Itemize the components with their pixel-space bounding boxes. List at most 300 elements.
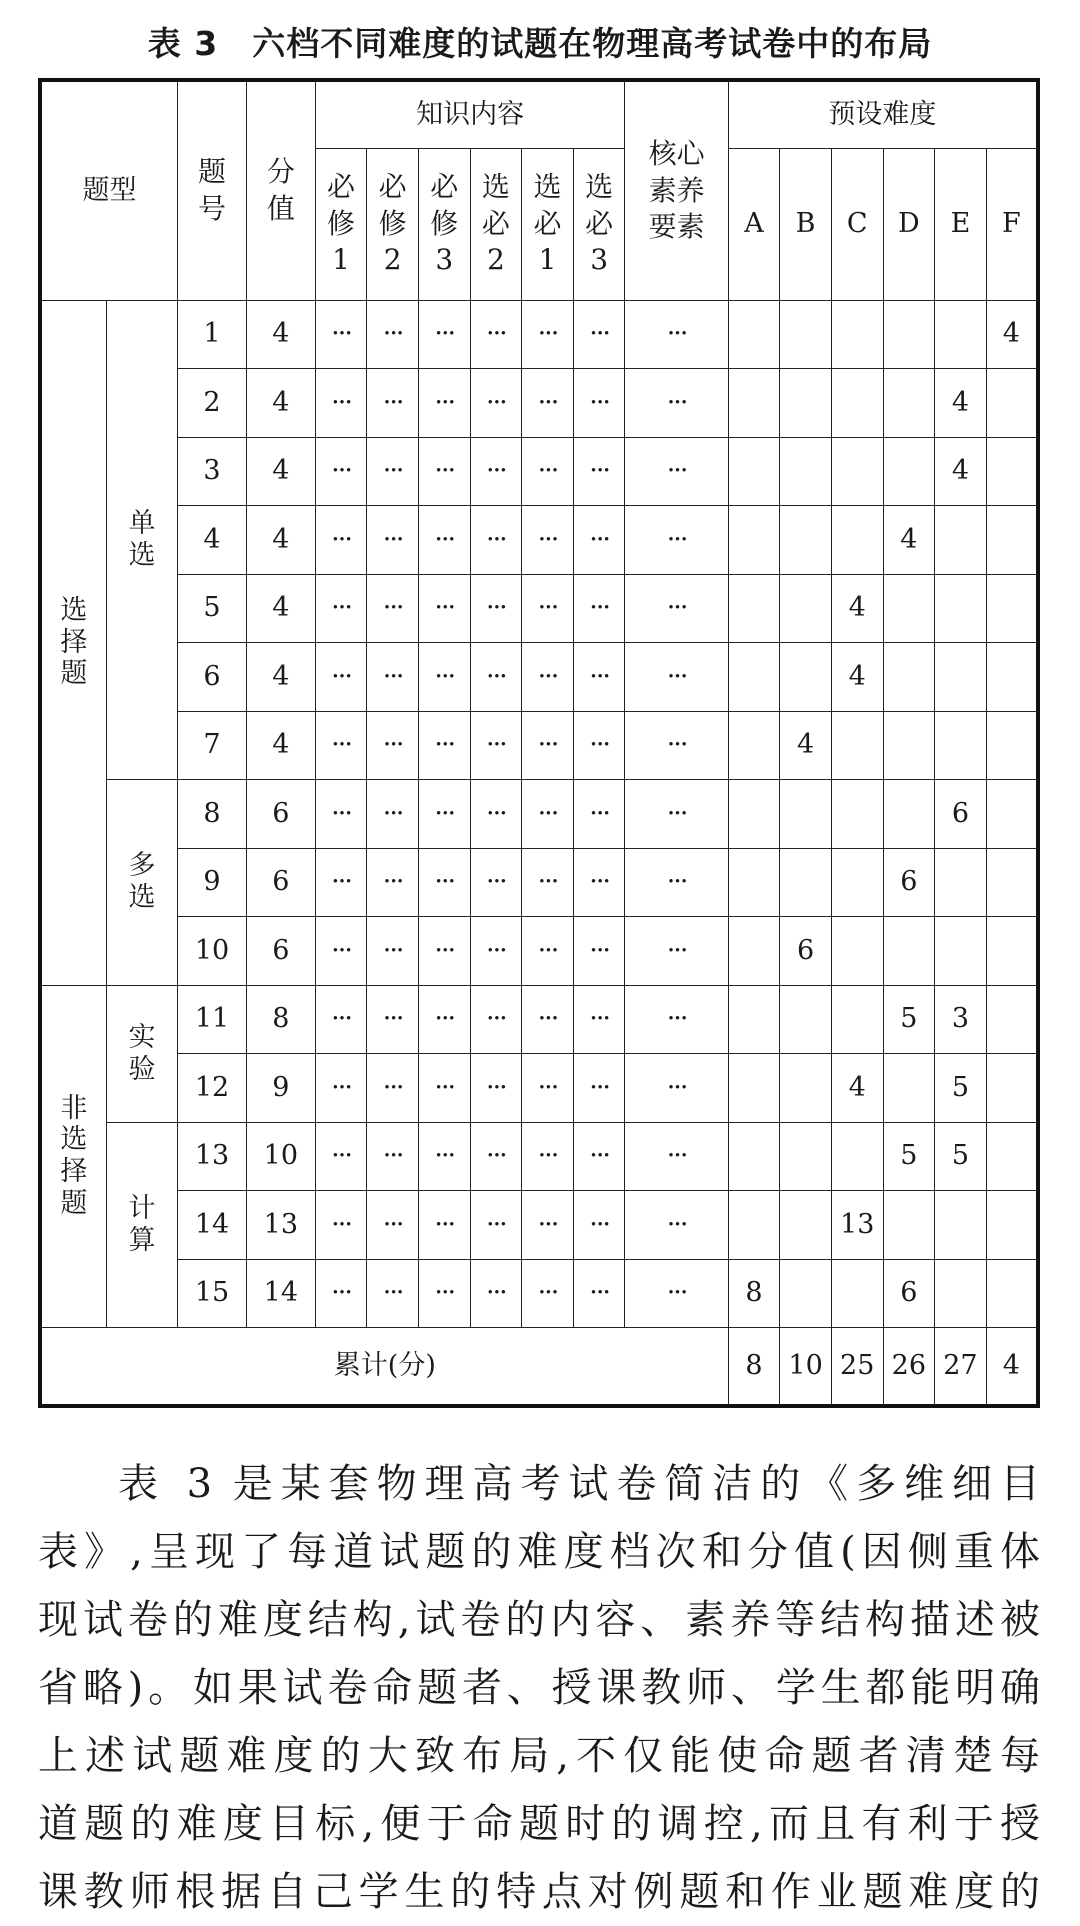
difficulty-b-cell: [780, 1054, 832, 1123]
knowledge-ellipsis-cell: ···: [418, 985, 470, 1054]
difficulty-c-cell: 4: [831, 1054, 883, 1123]
difficulty-a-cell: [728, 437, 780, 506]
header-question-number: [178, 80, 247, 300]
difficulty-d-cell: 4: [883, 506, 935, 575]
header-knowledge-column-char: 必: [481, 206, 510, 240]
header-knowledge-column-char: 2: [383, 243, 402, 277]
header-question-number-char: 题: [198, 155, 227, 189]
difficulty-d-cell: [883, 917, 935, 986]
paragraph-line: 表 3 是某套物理高考试卷简洁的《多维细目: [118, 1461, 1040, 1507]
core-literacy-ellipsis-cell: ···: [625, 917, 728, 986]
core-literacy-ellipsis-cell: ···: [625, 643, 728, 712]
difficulty-c-cell: [831, 780, 883, 849]
total-f-cell: 4: [986, 1328, 1038, 1406]
question-number-cell: 6: [178, 643, 247, 712]
difficulty-f-cell: [986, 985, 1038, 1054]
header-difficulty-f: F: [986, 148, 1038, 300]
difficulty-a-cell: [728, 300, 780, 369]
header-knowledge-column: [470, 148, 522, 300]
group-non-choice-questions-char: 题: [60, 1188, 88, 1220]
core-literacy-ellipsis-cell: ···: [625, 574, 728, 643]
core-literacy-ellipsis-cell: ···: [625, 985, 728, 1054]
table-caption: 六档不同难度的试题在物理高考试卷中的布局: [252, 24, 933, 63]
knowledge-ellipsis-cell: ···: [522, 1259, 574, 1328]
difficulty-c-cell: [831, 848, 883, 917]
header-knowledge-column-char: 选: [533, 170, 562, 204]
difficulty-e-cell: 4: [935, 437, 987, 506]
difficulty-e-cell: [935, 711, 987, 780]
group-single-choice-char: 选: [128, 539, 156, 571]
core-literacy-ellipsis-cell: ···: [625, 711, 728, 780]
knowledge-ellipsis-cell: ···: [418, 1259, 470, 1328]
total-d-cell: 26: [883, 1328, 935, 1406]
core-literacy-ellipsis-cell: ···: [625, 1259, 728, 1328]
knowledge-ellipsis-cell: ···: [315, 1191, 367, 1260]
question-number-cell: 7: [178, 711, 247, 780]
header-knowledge-column: [367, 148, 419, 300]
question-number-cell: 3: [178, 437, 247, 506]
knowledge-ellipsis-cell: ···: [522, 848, 574, 917]
header-question-type: 题型: [40, 80, 178, 300]
table-number: 表 3: [147, 24, 219, 63]
knowledge-ellipsis-cell: ···: [470, 369, 522, 438]
knowledge-ellipsis-cell: ···: [418, 300, 470, 369]
knowledge-ellipsis-cell: ···: [470, 917, 522, 986]
knowledge-ellipsis-cell: ···: [418, 780, 470, 849]
difficulty-b-cell: [780, 985, 832, 1054]
difficulty-c-cell: 13: [831, 1191, 883, 1260]
header-knowledge-column-char: 1: [538, 243, 557, 277]
score-cell: 4: [246, 506, 315, 575]
core-literacy-ellipsis-cell: ···: [625, 848, 728, 917]
knowledge-ellipsis-cell: ···: [367, 917, 419, 986]
knowledge-ellipsis-cell: ···: [315, 1259, 367, 1328]
knowledge-ellipsis-cell: ···: [470, 506, 522, 575]
knowledge-ellipsis-cell: ···: [315, 848, 367, 917]
knowledge-ellipsis-cell: ···: [418, 437, 470, 506]
header-knowledge-column-char: 2: [486, 243, 505, 277]
difficulty-b-cell: [780, 1122, 832, 1191]
total-b-cell: 10: [780, 1328, 832, 1406]
knowledge-ellipsis-cell: ···: [367, 437, 419, 506]
header-knowledge-column-char: 修: [430, 206, 459, 240]
question-number-cell: 9: [178, 848, 247, 917]
difficulty-d-cell: 6: [883, 848, 935, 917]
group-experiment-char: 验: [128, 1053, 156, 1085]
knowledge-ellipsis-cell: ···: [470, 437, 522, 506]
difficulty-d-cell: 5: [883, 1122, 935, 1191]
knowledge-ellipsis-cell: ···: [367, 300, 419, 369]
score-cell: 6: [246, 917, 315, 986]
difficulty-d-cell: [883, 780, 935, 849]
knowledge-ellipsis-cell: ···: [573, 1122, 625, 1191]
difficulty-a-cell: [728, 506, 780, 575]
group-single-choice: [106, 300, 177, 780]
difficulty-a-cell: [728, 848, 780, 917]
difficulty-b-cell: 4: [780, 711, 832, 780]
knowledge-ellipsis-cell: ···: [522, 917, 574, 986]
knowledge-ellipsis-cell: ···: [470, 1259, 522, 1328]
knowledge-ellipsis-cell: ···: [367, 1122, 419, 1191]
difficulty-e-cell: [935, 848, 987, 917]
difficulty-e-cell: [935, 574, 987, 643]
knowledge-ellipsis-cell: ···: [522, 643, 574, 712]
difficulty-e-cell: 4: [935, 369, 987, 438]
header-row-top: [40, 80, 1038, 148]
difficulty-a-cell: [728, 574, 780, 643]
question-number-cell: 12: [178, 1054, 247, 1123]
knowledge-ellipsis-cell: ···: [418, 369, 470, 438]
score-cell: 6: [246, 780, 315, 849]
score-cell: 8: [246, 985, 315, 1054]
score-cell: 9: [246, 1054, 315, 1123]
knowledge-ellipsis-cell: ···: [367, 574, 419, 643]
knowledge-ellipsis-cell: ···: [522, 369, 574, 438]
difficulty-f-cell: [986, 574, 1038, 643]
total-a-cell: 8: [728, 1328, 780, 1406]
group-non-choice-questions-char: 择: [60, 1156, 88, 1188]
knowledge-ellipsis-cell: ···: [315, 711, 367, 780]
knowledge-ellipsis-cell: ···: [573, 985, 625, 1054]
header-knowledge-column-char: 选: [481, 170, 510, 204]
paragraph-line: 省略)。如果试卷命题者、授课教师、学生都能明确: [38, 1665, 1040, 1711]
header-preset-difficulty: 预设难度: [728, 80, 1038, 148]
knowledge-ellipsis-cell: ···: [315, 506, 367, 575]
knowledge-ellipsis-cell: ···: [418, 1054, 470, 1123]
knowledge-ellipsis-cell: ···: [367, 780, 419, 849]
difficulty-f-cell: [986, 780, 1038, 849]
difficulty-c-cell: 4: [831, 643, 883, 712]
knowledge-ellipsis-cell: ···: [367, 985, 419, 1054]
question-number-cell: 2: [178, 369, 247, 438]
knowledge-ellipsis-cell: ···: [418, 1122, 470, 1191]
difficulty-c-cell: [831, 437, 883, 506]
knowledge-ellipsis-cell: ···: [470, 711, 522, 780]
core-literacy-ellipsis-cell: ···: [625, 369, 728, 438]
table-row: [40, 1122, 1038, 1191]
header-difficulty-b: B: [780, 148, 832, 300]
header-score-char: 值: [266, 191, 295, 225]
difficulty-f-cell: [986, 1054, 1038, 1123]
header-difficulty-a: A: [728, 148, 780, 300]
group-non-choice-questions-char: 非: [60, 1092, 88, 1124]
header-knowledge-column: [418, 148, 470, 300]
knowledge-ellipsis-cell: ···: [418, 574, 470, 643]
header-score: [246, 80, 315, 300]
group-multi-choice-char: 多: [128, 850, 156, 882]
difficulty-a-cell: [728, 1054, 780, 1123]
knowledge-ellipsis-cell: ···: [315, 643, 367, 712]
header-difficulty-d: D: [883, 148, 935, 300]
knowledge-ellipsis-cell: ···: [573, 369, 625, 438]
knowledge-ellipsis-cell: ···: [470, 300, 522, 369]
score-cell: 13: [246, 1191, 315, 1260]
header-score-char: 分: [266, 155, 295, 189]
difficulty-d-cell: [883, 711, 935, 780]
difficulty-e-cell: 3: [935, 985, 987, 1054]
header-knowledge-column-char: 3: [435, 243, 454, 277]
difficulty-f-cell: [986, 917, 1038, 986]
table-row: [40, 711, 1038, 780]
knowledge-ellipsis-cell: ···: [573, 574, 625, 643]
header-core-literacy-line: 核心: [648, 137, 705, 171]
difficulty-b-cell: [780, 369, 832, 438]
group-multi-choice-char: 选: [128, 882, 156, 914]
paragraph-line: 上述试题难度的大致布局,不仅能使命题者清楚每: [38, 1733, 1040, 1779]
group-non-choice-questions-char: 选: [60, 1124, 88, 1156]
header-question-number-char: 号: [198, 191, 227, 225]
knowledge-ellipsis-cell: ···: [315, 369, 367, 438]
knowledge-ellipsis-cell: ···: [367, 848, 419, 917]
header-knowledge-column: [522, 148, 574, 300]
difficulty-a-cell: 8: [728, 1259, 780, 1328]
difficulty-b-cell: [780, 848, 832, 917]
knowledge-ellipsis-cell: ···: [418, 917, 470, 986]
difficulty-d-cell: [883, 1191, 935, 1260]
knowledge-ellipsis-cell: ···: [315, 1054, 367, 1123]
difficulty-a-cell: [728, 369, 780, 438]
group-experiment-char: 实: [128, 1021, 156, 1053]
difficulty-e-cell: [935, 1259, 987, 1328]
difficulty-b-cell: [780, 1259, 832, 1328]
knowledge-ellipsis-cell: ···: [522, 1191, 574, 1260]
knowledge-ellipsis-cell: ···: [470, 1122, 522, 1191]
knowledge-ellipsis-cell: ···: [573, 1259, 625, 1328]
difficulty-a-cell: [728, 711, 780, 780]
group-choice-questions-char: 选: [60, 594, 88, 626]
knowledge-ellipsis-cell: ···: [573, 643, 625, 712]
knowledge-ellipsis-cell: ···: [522, 437, 574, 506]
core-literacy-ellipsis-cell: ···: [625, 300, 728, 369]
group-calculation-char: 算: [128, 1224, 156, 1256]
paragraph-line: 道题的难度目标,便于命题时的调控,而且有利于授: [38, 1801, 1040, 1847]
knowledge-ellipsis-cell: ···: [573, 1191, 625, 1260]
question-number-cell: 1: [178, 300, 247, 369]
core-literacy-ellipsis-cell: ···: [625, 780, 728, 849]
knowledge-ellipsis-cell: ···: [315, 300, 367, 369]
knowledge-ellipsis-cell: ···: [522, 574, 574, 643]
knowledge-ellipsis-cell: ···: [315, 985, 367, 1054]
header-knowledge-column-char: 必: [533, 206, 562, 240]
header-core-literacy-line: 素养: [648, 173, 705, 207]
question-number-cell: 11: [178, 985, 247, 1054]
difficulty-e-cell: 5: [935, 1054, 987, 1123]
header-knowledge-column-char: 必: [585, 206, 614, 240]
table-row: [40, 985, 1038, 1054]
header-knowledge-column-char: 1: [332, 243, 350, 277]
difficulty-c-cell: [831, 300, 883, 369]
table-title: [0, 18, 1080, 65]
difficulty-f-cell: [986, 437, 1038, 506]
core-literacy-ellipsis-cell: ···: [625, 506, 728, 575]
core-literacy-ellipsis-cell: ···: [625, 1122, 728, 1191]
group-choice-questions: [40, 300, 106, 985]
knowledge-ellipsis-cell: ···: [418, 506, 470, 575]
difficulty-b-cell: [780, 780, 832, 849]
difficulty-b-cell: [780, 1191, 832, 1260]
core-literacy-ellipsis-cell: ···: [625, 1054, 728, 1123]
score-cell: 4: [246, 574, 315, 643]
group-non-choice-questions: [40, 985, 106, 1328]
knowledge-ellipsis-cell: ···: [367, 506, 419, 575]
score-cell: 4: [246, 300, 315, 369]
knowledge-ellipsis-cell: ···: [470, 848, 522, 917]
table-row: [40, 643, 1038, 712]
question-number-cell: 8: [178, 780, 247, 849]
knowledge-ellipsis-cell: ···: [315, 437, 367, 506]
knowledge-ellipsis-cell: ···: [573, 848, 625, 917]
difficulty-c-cell: [831, 1259, 883, 1328]
knowledge-ellipsis-cell: ···: [522, 1122, 574, 1191]
core-literacy-ellipsis-cell: ···: [625, 1191, 728, 1260]
knowledge-ellipsis-cell: ···: [470, 574, 522, 643]
header-knowledge-column-char: 必: [378, 170, 407, 204]
knowledge-ellipsis-cell: ···: [522, 985, 574, 1054]
table-row: [40, 780, 1038, 849]
knowledge-ellipsis-cell: ···: [418, 1191, 470, 1260]
knowledge-ellipsis-cell: ···: [367, 1259, 419, 1328]
knowledge-ellipsis-cell: ···: [367, 369, 419, 438]
header-core-literacy: [625, 80, 728, 300]
question-number-cell: 13: [178, 1122, 247, 1191]
score-cell: 4: [246, 369, 315, 438]
difficulty-a-cell: [728, 780, 780, 849]
difficulty-a-cell: [728, 1122, 780, 1191]
paragraph-line: 表》,呈现了每道试题的难度档次和分值(因侧重体: [38, 1529, 1040, 1575]
knowledge-ellipsis-cell: ···: [573, 300, 625, 369]
table-row: [40, 1191, 1038, 1260]
difficulty-e-cell: 6: [935, 780, 987, 849]
header-knowledge-column-char: 修: [378, 206, 407, 240]
total-label: 累计(分): [40, 1328, 728, 1406]
difficulty-b-cell: [780, 643, 832, 712]
header-knowledge-column-char: 3: [590, 243, 609, 277]
header-difficulty-c: C: [831, 148, 883, 300]
table-row: [40, 1259, 1038, 1328]
body-paragraph: [38, 1450, 1040, 1926]
difficulty-e-cell: [935, 1191, 987, 1260]
knowledge-ellipsis-cell: ···: [367, 1191, 419, 1260]
header-knowledge-column-char: 修: [327, 206, 356, 240]
knowledge-ellipsis-cell: ···: [573, 506, 625, 575]
paragraph-line: 现试卷的难度结构,试卷的内容、素养等结构描述被: [38, 1597, 1040, 1643]
question-number-cell: 15: [178, 1259, 247, 1328]
knowledge-ellipsis-cell: ···: [470, 1054, 522, 1123]
table-row: [40, 848, 1038, 917]
knowledge-ellipsis-cell: ···: [367, 711, 419, 780]
total-row: [40, 1328, 1038, 1406]
knowledge-ellipsis-cell: ···: [522, 506, 574, 575]
group-calculation-char: 计: [128, 1192, 156, 1224]
header-knowledge-column-char: 必: [327, 170, 356, 204]
score-cell: 10: [246, 1122, 315, 1191]
knowledge-ellipsis-cell: ···: [315, 780, 367, 849]
difficulty-d-cell: [883, 369, 935, 438]
difficulty-b-cell: [780, 574, 832, 643]
difficulty-c-cell: [831, 985, 883, 1054]
knowledge-ellipsis-cell: ···: [470, 985, 522, 1054]
question-number-cell: 14: [178, 1191, 247, 1260]
total-e-cell: 27: [935, 1328, 987, 1406]
difficulty-a-cell: [728, 1191, 780, 1260]
score-cell: 4: [246, 643, 315, 712]
knowledge-ellipsis-cell: ···: [573, 780, 625, 849]
difficulty-a-cell: [728, 917, 780, 986]
difficulty-e-cell: [935, 506, 987, 575]
knowledge-ellipsis-cell: ···: [522, 300, 574, 369]
difficulty-a-cell: [728, 985, 780, 1054]
difficulty-f-cell: [986, 1259, 1038, 1328]
difficulty-f-cell: [986, 369, 1038, 438]
difficulty-c-cell: [831, 917, 883, 986]
header-difficulty-e: E: [935, 148, 987, 300]
difficulty-f-cell: [986, 643, 1038, 712]
score-cell: 14: [246, 1259, 315, 1328]
table-row: [40, 300, 1038, 369]
header-knowledge-column-char: 选: [585, 170, 614, 204]
difficulty-f-cell: [986, 848, 1038, 917]
paragraph-line: 课教师根据自己学生的特点对例题和作业题难度的: [38, 1869, 1040, 1915]
core-literacy-ellipsis-cell: ···: [625, 437, 728, 506]
header-knowledge-column: [315, 148, 367, 300]
knowledge-ellipsis-cell: ···: [367, 643, 419, 712]
knowledge-ellipsis-cell: ···: [367, 1054, 419, 1123]
difficulty-d-cell: [883, 1054, 935, 1123]
table-row: [40, 369, 1038, 438]
difficulty-d-cell: [883, 643, 935, 712]
difficulty-f-cell: [986, 506, 1038, 575]
difficulty-e-cell: 5: [935, 1122, 987, 1191]
score-cell: 6: [246, 848, 315, 917]
difficulty-c-cell: [831, 506, 883, 575]
group-multi-choice: [106, 780, 177, 986]
group-choice-questions-char: 题: [60, 658, 88, 690]
difficulty-d-cell: [883, 437, 935, 506]
group-experiment: [106, 985, 177, 1122]
difficulty-d-cell: [883, 574, 935, 643]
question-number-cell: 4: [178, 506, 247, 575]
knowledge-ellipsis-cell: ···: [522, 1054, 574, 1123]
header-core-literacy-line: 要素: [648, 209, 705, 243]
difficulty-f-cell: 4: [986, 300, 1038, 369]
knowledge-ellipsis-cell: ···: [522, 711, 574, 780]
knowledge-ellipsis-cell: ···: [522, 780, 574, 849]
difficulty-d-cell: 5: [883, 985, 935, 1054]
score-cell: 4: [246, 437, 315, 506]
knowledge-ellipsis-cell: ···: [573, 437, 625, 506]
header-knowledge-column: [573, 148, 625, 300]
difficulty-e-cell: [935, 917, 987, 986]
difficulty-b-cell: 6: [780, 917, 832, 986]
difficulty-b-cell: [780, 437, 832, 506]
difficulty-c-cell: 4: [831, 574, 883, 643]
knowledge-ellipsis-cell: ···: [470, 1191, 522, 1260]
header-knowledge-column-char: 必: [430, 170, 459, 204]
total-c-cell: 25: [831, 1328, 883, 1406]
group-single-choice-char: 单: [128, 507, 156, 539]
table-row: [40, 437, 1038, 506]
knowledge-ellipsis-cell: ···: [470, 643, 522, 712]
difficulty-f-cell: [986, 711, 1038, 780]
difficulty-f-cell: [986, 1191, 1038, 1260]
difficulty-c-cell: [831, 1122, 883, 1191]
difficulty-e-cell: [935, 300, 987, 369]
difficulty-d-cell: [883, 300, 935, 369]
difficulty-a-cell: [728, 643, 780, 712]
difficulty-b-cell: [780, 506, 832, 575]
knowledge-ellipsis-cell: ···: [418, 643, 470, 712]
table-row: [40, 506, 1038, 575]
